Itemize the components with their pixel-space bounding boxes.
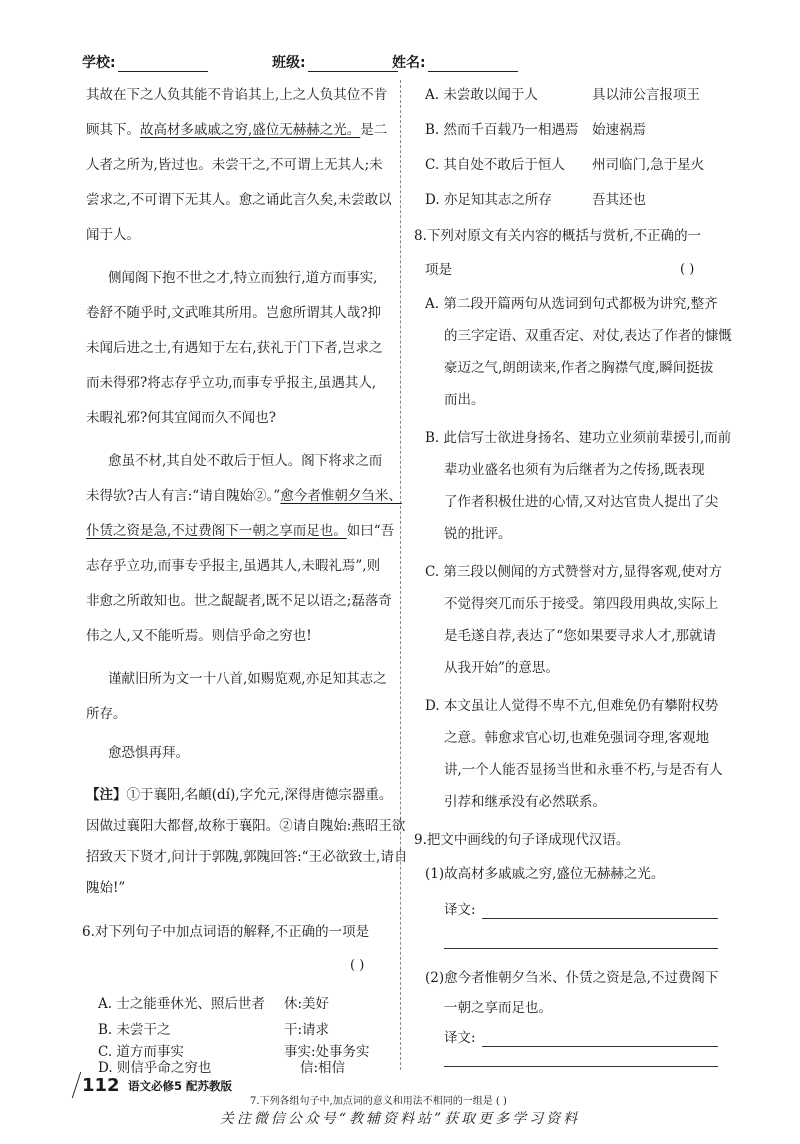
note-text: ①于襄阳,名頔(dí),字允元,深得唐德宗器重。 <box>126 787 393 803</box>
q8-a-line: 而出。 <box>444 392 485 408</box>
q8-a-line: 豪迈之气,朗朗读来,作者之胸襟气度,瞬间挺拔 <box>444 360 714 376</box>
q6-option-c[interactable]: C. 道方而事实 <box>98 1044 184 1060</box>
q6-option-a-gloss: 休:美好 <box>284 996 330 1012</box>
q9-stem: 9.把文中画线的句子译成现代汉语。 <box>414 832 630 848</box>
passage-line: 所存。 <box>86 706 127 722</box>
passage-line: 非愈之所敢知也。世之龊龊者,既不足以语之;磊落奇 <box>86 593 392 609</box>
q8-c-line: 从我开始”的意思。 <box>444 660 559 676</box>
q9-answer-line-2b[interactable] <box>444 1066 718 1067</box>
q8-c-line: C. 第三段以侧闻的方式赞誉对方,显得客观,使对方 <box>425 564 723 580</box>
q8-b-line: 了作者积极仕进的心情,又对达官贵人提出了尖 <box>444 494 719 510</box>
passage-line <box>86 523 394 539</box>
passage-line: 卷舒不随乎时,文武唯其所用。岂愈所谓其人哉?抑 <box>86 305 382 321</box>
passage-text: 顾其下。 <box>86 122 140 138</box>
q8-b-line: 锐的批评。 <box>444 526 512 542</box>
passage-line: 志存乎立功,而事专乎报主,虽遇其人,未暇礼焉”,则 <box>86 558 381 574</box>
q7-option-d[interactable]: D. 亦足知其志之所存 <box>425 192 552 208</box>
passage-line <box>86 488 402 504</box>
q8-d-line: 引荐和继承没有必然联系。 <box>444 794 606 810</box>
passage-line: 其故在下之人负其能不肯谄其上,上之人负其位不肯 <box>86 87 388 103</box>
note-tag: 【注】 <box>86 787 127 803</box>
name-field[interactable] <box>392 52 518 72</box>
passage-line: 闻于人。 <box>86 227 140 243</box>
footer-slash-mark <box>72 1072 81 1098</box>
student-info-header <box>62 52 742 78</box>
passage-line: 愈恐惧再拜。 <box>108 745 189 761</box>
passage-line: 愈虽不材,其自处不敢后于恒人。阁下将求之而 <box>108 453 383 469</box>
q8-b-line: 辈功业盛名也须有为后继者为之传扬,既表现 <box>444 462 705 478</box>
passage-line: 侧闻阁下抱不世之才,特立而独行,道方而事实, <box>108 270 378 286</box>
name-label: 姓名: <box>392 55 426 71</box>
underlined-sentence-1: 故高材多戚戚之穷,盛位无赫赫之光。 <box>140 122 361 138</box>
passage-line: 人者之所为,皆过也。未尝干之,不可谓上无其人;未 <box>86 157 383 173</box>
note-line: 因做过襄阳大都督,故称于襄阳。②请自隗始:燕昭王欲 <box>86 818 406 834</box>
q7-option-a[interactable]: A. 未尝敢以闻于人 <box>425 87 538 103</box>
q6-option-d-gloss: 信:相信 <box>300 1060 346 1076</box>
q7-option-b-compare: 始速祸焉 <box>592 122 646 138</box>
q8-stem-cont: 项是 <box>425 262 452 278</box>
passage-text: 如曰“吾 <box>346 523 395 539</box>
note-line: 招致天下贤才,问计于郭隗,郭隗回答:“王必欲致士,请自 <box>86 849 408 865</box>
passage-line: 而未得邪?将志存乎立功,而事专乎报主,虽遇其人, <box>86 375 377 391</box>
class-field[interactable] <box>272 52 398 72</box>
school-field[interactable] <box>82 52 208 72</box>
q9-answer-line-1b[interactable] <box>444 948 718 949</box>
q8-d-line: 讲,一个人能否显扬当世和永垂不朽,与是否有人 <box>444 762 723 778</box>
q9-answer-line-2a[interactable] <box>482 1046 718 1047</box>
q6-option-d[interactable]: D. 则信乎命之穷也 <box>98 1060 212 1076</box>
passage-line <box>86 122 387 138</box>
q6-option-b[interactable]: B. 未尝干之 <box>98 1022 171 1038</box>
q6-option-c-gloss: 事实:处事务实 <box>284 1044 370 1060</box>
underlined-sentence-2: 愈今者惟朝夕刍米、 <box>280 488 402 504</box>
q8-d-line: D. 本文虽让人觉得不卑不亢,但难免仍有攀附权势 <box>425 698 719 714</box>
q6-stem: 6.对下列句子中加点词语的解释,不正确的一项是 <box>82 924 370 940</box>
q8-stem: 8.下列对原文有关内容的概括与赏析,不正确的一 <box>414 228 702 244</box>
watermark-note: 关注微信公众号“教辅资料站”获取更多学习资料 <box>219 1111 581 1127</box>
passage-line: 伟之人,又不能听焉。则信乎命之穷也! <box>86 628 312 644</box>
q8-c-line: 是毛遂自荐,表达了“您如果要寻求人才,那就请 <box>444 628 716 644</box>
class-label: 班级: <box>272 55 306 71</box>
note-line: 隗始!” <box>86 880 126 896</box>
column-divider <box>400 80 401 1070</box>
book-title: 语文必修5 配苏教版 <box>128 1079 233 1093</box>
q9-sentence-2-cont: 一朝之享而足也。 <box>444 1000 552 1016</box>
q7-option-c-compare: 州司临门,急于星火 <box>592 157 705 173</box>
q8-a-line: 的三字定语、双重否定、对仗,表达了作者的慷慨 <box>444 328 732 344</box>
q9-translation-label-1: 译文: <box>444 902 476 918</box>
q9-sentence-2: (2)愈今者惟朝夕刍米、仆赁之资是急,不过费阁下 <box>425 970 719 986</box>
q7-option-a-compare: 具以沛公言报项王 <box>592 87 700 103</box>
underlined-sentence-2-cont: 仆赁之资是急,不过费阁下一朝之享而足也。 <box>86 523 347 539</box>
passage-line: 尝求之,不可谓下无其人。愈之诵此言久矣,未尝敢以 <box>86 192 392 208</box>
q8-b-line: B. 此信写士欲进身扬名、建功立业须前辈援引,而前 <box>425 430 732 446</box>
q7-stem: 7.下列各组句子中,加点词的意义和用法不相同的一组是 ( ) <box>250 1096 507 1107</box>
name-blank[interactable] <box>428 55 518 72</box>
q6-option-a[interactable]: A. 士之能垂休光、照后世者 <box>98 996 265 1012</box>
q8-a-line: A. 第二段开篇两句从选词到句式都极为讲究,整齐 <box>425 296 718 312</box>
q9-translation-label-2: 译文: <box>444 1030 476 1046</box>
q7-option-d-compare: 吾其还也 <box>592 192 646 208</box>
q9-answer-line-1a[interactable] <box>482 918 718 919</box>
class-blank[interactable] <box>308 55 398 72</box>
q8-c-line: 不觉得突兀而乐于接受。第四段用典故,实际上 <box>444 596 719 612</box>
q6-option-b-gloss: 干:请求 <box>284 1022 330 1038</box>
passage-text: 是二 <box>360 122 388 138</box>
q9-sentence-1: (1)故高材多戚戚之穷,盛位无赫赫之光。 <box>425 866 665 882</box>
q8-d-line: 之意。韩愈求官心切,也难免强词夺理,客观地 <box>444 730 710 746</box>
q6-answer-paren[interactable]: ( ) <box>350 958 365 973</box>
q7-option-b[interactable]: B. 然而千百载乃一相遇焉 <box>425 122 579 138</box>
q8-answer-paren[interactable]: ( ) <box>680 262 695 277</box>
note-line <box>86 787 392 803</box>
passage-line: 未闻后进之士,有遇知于左右,获礼于门下者,岂求之 <box>86 340 383 356</box>
passage-text: 未得欤?古人有言:“请自隗始②。” <box>86 488 281 504</box>
passage-line: 未暇礼邪?何其宜闻而久不闻也? <box>86 410 276 426</box>
page-number: 112 <box>82 1075 120 1096</box>
school-blank[interactable] <box>118 55 208 72</box>
q7-option-c[interactable]: C. 其自处不敢后于恒人 <box>425 157 565 173</box>
passage-line: 谨献旧所为文一十八首,如赐览观,亦足知其志之 <box>108 671 387 687</box>
school-label: 学校: <box>82 55 116 71</box>
